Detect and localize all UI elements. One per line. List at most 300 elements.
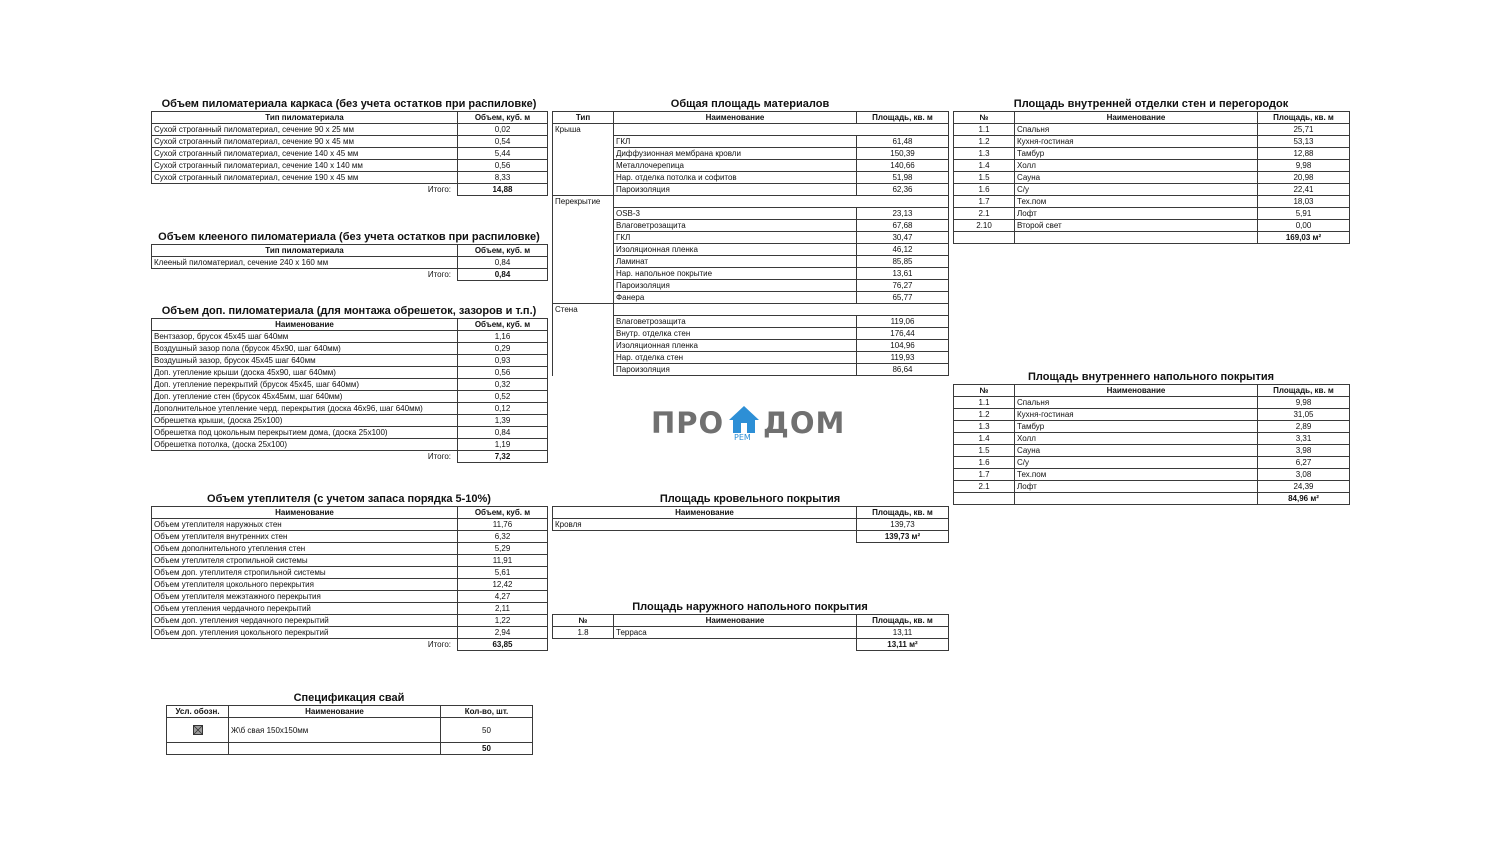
roof-title: Площадь кровельного покрытия: [659, 493, 841, 505]
total-row: [553, 639, 949, 651]
walls-title: Площадь внутренней отделки стен и перегородок: [1013, 98, 1289, 110]
table-cell: Сауна: [1015, 172, 1258, 184]
table-cell: 1.3: [954, 148, 1015, 160]
total-value: 13,11 м²: [857, 639, 949, 651]
table-cell: 1.4: [954, 160, 1015, 172]
table-cell: 18,03: [1258, 196, 1350, 208]
table-cell: 3,98: [1258, 445, 1350, 457]
table-cell: Вентзазор, брусок 45х45 шаг 640мм: [152, 331, 458, 343]
table-cell: 1.6: [954, 457, 1015, 469]
table-cell: Воздушный зазор пола (брусок 45х90, шаг 640мм): [152, 343, 458, 355]
table-row: [553, 292, 949, 304]
table-cell: 119,93: [857, 352, 949, 364]
table-row: [553, 184, 949, 196]
table-cell: ГКЛ: [614, 136, 857, 148]
table-cell: 0,56: [458, 367, 548, 379]
empty-cell: [553, 172, 614, 184]
table-cell: Внутр. отделка стен: [614, 328, 857, 340]
empty-cell: [553, 268, 614, 280]
table-cell: Тамбур: [1015, 421, 1258, 433]
walls-table: [953, 111, 1350, 244]
total-value: 169,03 м²: [1258, 232, 1350, 244]
table-cell: 1.2: [954, 409, 1015, 421]
logo-text-left: ПРО: [651, 406, 725, 440]
table-row: [152, 403, 548, 415]
table-row: [553, 519, 949, 531]
table-cell: 2.1: [954, 481, 1015, 493]
total-value: 7,32: [458, 451, 548, 463]
empty-cell: [553, 292, 614, 304]
empty-cell: [553, 220, 614, 232]
table-cell: OSB-3: [614, 208, 857, 220]
table-row: [954, 457, 1350, 469]
empty-cell: [1015, 232, 1258, 244]
empty-cell: [1015, 493, 1258, 505]
table-row: [954, 409, 1350, 421]
empty-cell: [954, 493, 1015, 505]
roof-block: [552, 492, 948, 543]
table-cell: Обрешетка крыши, (доска 25х100): [152, 415, 458, 427]
insulation-table: [151, 506, 548, 651]
extra-lumber-block: [151, 304, 547, 463]
table-cell: Объем утеплителя внутренних стен: [152, 531, 458, 543]
table-row: [152, 519, 548, 531]
header-cell: Наименование: [1015, 112, 1258, 124]
table-row: [152, 355, 548, 367]
table-cell: Диффузионная мембрана кровли: [614, 148, 857, 160]
table-cell: 1.3: [954, 421, 1015, 433]
frame-lumber-title: Объем пиломатериала каркаса (без учета остатков при распиловке): [161, 98, 537, 110]
total-label: Итого:: [427, 452, 451, 462]
header-cell: Объем, куб. м: [458, 507, 548, 519]
header-cell: Усл. обозн.: [167, 706, 229, 718]
table-row: [553, 160, 949, 172]
total-row: [152, 451, 548, 463]
table-cell: Спальня: [1015, 397, 1258, 409]
total-row: [152, 639, 548, 651]
table-cell: 61,48: [857, 136, 949, 148]
table-cell: 8,33: [458, 172, 548, 184]
table-row: [152, 343, 548, 355]
table-cell: 13,11: [857, 627, 949, 639]
header-cell: Наименование: [614, 615, 857, 627]
table-header-row: [167, 706, 533, 718]
header-cell: Наименование: [152, 507, 458, 519]
pile-name: Ж\б свая 150х150мм: [229, 718, 441, 743]
total-value: 0,84: [458, 269, 548, 281]
table-row: [954, 469, 1350, 481]
table-cell: 12,88: [1258, 148, 1350, 160]
table-cell: 13,61: [857, 268, 949, 280]
header-cell: Площадь, кв. м: [1258, 112, 1350, 124]
glued-lumber-title: Объем клееного пиломатериала (без учета остатков при распиловке): [158, 231, 540, 243]
table-cell: Лофт: [1015, 208, 1258, 220]
table-cell: 140,66: [857, 160, 949, 172]
table-cell: Нар. отделка потолка и софитов: [614, 172, 857, 184]
table-row: [954, 208, 1350, 220]
table-cell: Сухой строганный пиломатериал, сечение 90 х 45 мм: [152, 136, 458, 148]
total-row: [152, 184, 548, 196]
table-row: [553, 364, 949, 376]
table-cell: 65,77: [857, 292, 949, 304]
table-cell: 5,61: [458, 567, 548, 579]
table-cell: 6,27: [1258, 457, 1350, 469]
materials-table: [552, 111, 949, 376]
table-cell: Объем доп. утеплителя стропильной системы: [152, 567, 458, 579]
table-cell: Изоляционная пленка: [614, 244, 857, 256]
table-row: [954, 421, 1350, 433]
total-label: Итого:: [427, 270, 451, 280]
table-cell: 11,76: [458, 519, 548, 531]
table-row: [553, 340, 949, 352]
pile-symbol-icon: [193, 725, 203, 735]
group-type-cell: Перекрытие: [553, 196, 614, 208]
total-row: [167, 743, 533, 755]
header-cell: Наименование: [614, 112, 857, 124]
empty-cell: [553, 328, 614, 340]
insulation-title: Объем утеплителя (с учетом запаса порядка 5-10%): [207, 493, 491, 505]
table-cell: С/у: [1015, 184, 1258, 196]
total-row: [553, 531, 949, 543]
table-row: [152, 439, 548, 451]
table-cell: Сухой строганный пиломатериал, сечение 190 х 45 мм: [152, 172, 458, 184]
table-cell: 76,27: [857, 280, 949, 292]
table-cell: 1,19: [458, 439, 548, 451]
table-cell: Спальня: [1015, 124, 1258, 136]
table-header-row: [553, 507, 949, 519]
header-cell: Наименование: [152, 319, 458, 331]
header-cell: Тип: [553, 112, 614, 124]
table-cell: 22,41: [1258, 184, 1350, 196]
table-row: [553, 256, 949, 268]
table-cell: 67,68: [857, 220, 949, 232]
table-cell: Кухня-гостиная: [1015, 409, 1258, 421]
table-row: [152, 148, 548, 160]
empty-cell: [553, 364, 614, 376]
table-cell: 53,13: [1258, 136, 1350, 148]
header-cell: Наименование: [1015, 385, 1258, 397]
total-value: 14,88: [458, 184, 548, 196]
table-cell: Ламинат: [614, 256, 857, 268]
table-row: [954, 196, 1350, 208]
table-cell: Воздушный зазор, брусок 45х45 шаг 640мм: [152, 355, 458, 367]
piles-table: [166, 705, 533, 755]
table-cell: 6,32: [458, 531, 548, 543]
table-row: [553, 316, 949, 328]
pile-symbol-cell: [167, 718, 229, 743]
total-value: 84,96 м²: [1258, 493, 1350, 505]
table-cell: Нар. напольное покрытие: [614, 268, 857, 280]
table-cell: 23,13: [857, 208, 949, 220]
table-cell: Лофт: [1015, 481, 1258, 493]
group-row: [553, 304, 949, 316]
table-cell: 0,93: [458, 355, 548, 367]
table-cell: 1.1: [954, 124, 1015, 136]
empty-cell: [553, 136, 614, 148]
table-cell: 139,73: [857, 519, 949, 531]
table-cell: Пароизоляция: [614, 184, 857, 196]
table-row: [152, 379, 548, 391]
table-cell: Дополнительное утепление черд. перекрытия (доска 46х96, шаг 640мм): [152, 403, 458, 415]
table-cell: Холл: [1015, 160, 1258, 172]
table-row: [954, 220, 1350, 232]
table-cell: 0,02: [458, 124, 548, 136]
table-cell: 0,12: [458, 403, 548, 415]
header-cell: №: [954, 385, 1015, 397]
total-row: [152, 269, 548, 281]
empty-cell: [614, 196, 949, 208]
prodom-logo: [651, 404, 851, 442]
total-label: Итого:: [427, 640, 451, 650]
table-cell: 1.7: [954, 469, 1015, 481]
table-cell: 1.1: [954, 397, 1015, 409]
logo-subtext: РЕМ: [734, 433, 751, 442]
outdoor-floor-block: [552, 600, 948, 651]
total-value: 50: [441, 743, 533, 755]
empty-cell: [553, 639, 614, 651]
table-cell: Сауна: [1015, 445, 1258, 457]
table-cell: 5,91: [1258, 208, 1350, 220]
table-cell: 0,52: [458, 391, 548, 403]
table-row: [954, 433, 1350, 445]
header-cell: Наименование: [553, 507, 857, 519]
table-cell: 1.5: [954, 445, 1015, 457]
empty-cell: [553, 340, 614, 352]
table-cell: Терраса: [614, 627, 857, 639]
empty-cell: [553, 531, 857, 543]
table-cell: Объем утеплителя стропильной системы: [152, 555, 458, 567]
table-header-row: [954, 385, 1350, 397]
empty-cell: [553, 280, 614, 292]
header-cell: Кол-во, шт.: [441, 706, 533, 718]
table-row: [553, 328, 949, 340]
table-row: [152, 427, 548, 439]
empty-cell: [614, 124, 949, 136]
table-cell: 2.1: [954, 208, 1015, 220]
table-row: [954, 160, 1350, 172]
table-cell: Объем утеплителя межэтажного перекрытия: [152, 591, 458, 603]
piles-title: Спецификация свай: [293, 692, 405, 704]
table-cell: С/у: [1015, 457, 1258, 469]
table-row: [553, 208, 949, 220]
empty-cell: [553, 316, 614, 328]
empty-cell: [553, 208, 614, 220]
table-cell: 9,98: [1258, 397, 1350, 409]
empty-cell: [954, 232, 1015, 244]
table-row: [954, 172, 1350, 184]
table-cell: Тех.пом: [1015, 196, 1258, 208]
table-row: [152, 567, 548, 579]
table-cell: 0,84: [458, 257, 548, 269]
table-cell: 1.7: [954, 196, 1015, 208]
header-cell: №: [954, 112, 1015, 124]
table-cell: Объем доп. утепления чердачного перекрытий: [152, 615, 458, 627]
table-cell: 31,05: [1258, 409, 1350, 421]
table-cell: 1.2: [954, 136, 1015, 148]
table-cell: Нар. отделка стен: [614, 352, 857, 364]
group-row: [553, 196, 949, 208]
table-cell: 46,12: [857, 244, 949, 256]
outdoor-floor-table: [552, 614, 949, 651]
table-cell: 1,22: [458, 615, 548, 627]
table-row: [152, 172, 548, 184]
table-cell: 62,36: [857, 184, 949, 196]
table-row: [954, 184, 1350, 196]
extra-lumber-title: Объем доп. пиломатериала (для монтажа обрешеток, зазоров и т.п.): [161, 305, 537, 317]
pile-count: 50: [441, 718, 533, 743]
table-row: [152, 136, 548, 148]
table-cell: 3,08: [1258, 469, 1350, 481]
table-cell: Сухой строганный пиломатериал, сечение 140 х 45 мм: [152, 148, 458, 160]
table-cell: Холл: [1015, 433, 1258, 445]
table-cell: Доп. утепление крыши (доска 45х90, шаг 640мм): [152, 367, 458, 379]
total-label: Итого:: [427, 185, 451, 195]
table-row: [553, 220, 949, 232]
table-header-row: [152, 319, 548, 331]
table-row: [152, 367, 548, 379]
logo-text-right: ДОМ: [763, 406, 846, 440]
table-cell: Пароизоляция: [614, 280, 857, 292]
table-row: [152, 331, 548, 343]
table-cell: 1.5: [954, 172, 1015, 184]
table-cell: 30,47: [857, 232, 949, 244]
table-cell: Объем утепления чердачного перекрытий: [152, 603, 458, 615]
empty-cell: [553, 256, 614, 268]
table-cell: 24,39: [1258, 481, 1350, 493]
empty-cell: [553, 232, 614, 244]
table-header-row: [553, 615, 949, 627]
table-cell: Сухой строганный пиломатериал, сечение 90 х 25 мм: [152, 124, 458, 136]
table-cell: Объем доп. утепления цокольного перекрытий: [152, 627, 458, 639]
table-row: [553, 244, 949, 256]
table-header-row: [152, 245, 548, 257]
table-cell: 0,54: [458, 136, 548, 148]
table-cell: 150,39: [857, 148, 949, 160]
empty-cell: [614, 304, 949, 316]
house-icon: [727, 404, 761, 436]
insulation-block: [151, 492, 547, 651]
total-row: [954, 493, 1350, 505]
header-cell: Объем, куб. м: [458, 245, 548, 257]
header-cell: Объем, куб. м: [458, 112, 548, 124]
table-cell: 9,98: [1258, 160, 1350, 172]
table-row: [553, 232, 949, 244]
table-row: [553, 148, 949, 160]
piles-block: [166, 691, 532, 755]
table-cell: Кухня-гостиная: [1015, 136, 1258, 148]
empty-cell: [553, 244, 614, 256]
total-value: 63,85: [458, 639, 548, 651]
table-row: [553, 136, 949, 148]
materials-title: Общая площадь материалов: [670, 98, 830, 110]
frame-lumber-block: [151, 97, 547, 196]
table-cell: Тамбур: [1015, 148, 1258, 160]
indoor-floor-title: Площадь внутреннего напольного покрытия: [1027, 371, 1275, 383]
table-row: [954, 445, 1350, 457]
group-type-cell: Крыша: [553, 124, 614, 136]
materials-block: [552, 97, 948, 376]
table-cell: 2.10: [954, 220, 1015, 232]
table-cell: Объем утеплителя наружных стен: [152, 519, 458, 531]
total-value: 139,73 м²: [857, 531, 949, 543]
table-cell: 1.8: [553, 627, 614, 639]
table-row: [954, 124, 1350, 136]
table-cell: 0,84: [458, 427, 548, 439]
table-row: [553, 280, 949, 292]
table-row: [152, 257, 548, 269]
table-cell: 1,16: [458, 331, 548, 343]
table-cell: 0,00: [1258, 220, 1350, 232]
table-cell: Сухой строганный пиломатериал, сечение 140 х 140 мм: [152, 160, 458, 172]
table-row: [152, 579, 548, 591]
table-row: [152, 603, 548, 615]
table-row: [553, 172, 949, 184]
table-cell: 0,32: [458, 379, 548, 391]
table-cell: Клееный пиломатериал, сечение 240 х 160 мм: [152, 257, 458, 269]
roof-table: [552, 506, 949, 543]
table-cell: Изоляционная пленка: [614, 340, 857, 352]
table-row: [152, 615, 548, 627]
indoor-floor-block: [953, 370, 1349, 505]
header-cell: Тип пиломатериала: [152, 245, 458, 257]
walls-block: [953, 97, 1349, 244]
table-cell: 20,98: [1258, 172, 1350, 184]
empty-cell: [229, 743, 441, 755]
table-cell: Фанера: [614, 292, 857, 304]
table-cell: Объем утеплителя цокольного перекрытия: [152, 579, 458, 591]
empty-cell: [553, 148, 614, 160]
table-cell: Тех.пом: [1015, 469, 1258, 481]
empty-cell: [553, 352, 614, 364]
table-cell: 104,96: [857, 340, 949, 352]
frame-lumber-table: [151, 111, 548, 196]
header-cell: №: [553, 615, 614, 627]
table-cell: 5,44: [458, 148, 548, 160]
table-row: [553, 352, 949, 364]
table-row: [152, 391, 548, 403]
table-header-row: [954, 112, 1350, 124]
extra-lumber-table: [151, 318, 548, 463]
table-row: [954, 481, 1350, 493]
table-cell: 1.4: [954, 433, 1015, 445]
table-cell: 3,31: [1258, 433, 1350, 445]
table-cell: 1.6: [954, 184, 1015, 196]
table-row: [954, 397, 1350, 409]
total-row: [954, 232, 1350, 244]
group-row: [553, 124, 949, 136]
table-cell: 176,44: [857, 328, 949, 340]
table-cell: 25,71: [1258, 124, 1350, 136]
outdoor-floor-title: Площадь наружного напольного покрытия: [632, 601, 868, 613]
table-cell: 0,29: [458, 343, 548, 355]
table-cell: 86,64: [857, 364, 949, 376]
table-cell: 11,91: [458, 555, 548, 567]
header-cell: Площадь, кв. м: [1258, 385, 1350, 397]
glued-lumber-table: [151, 244, 548, 281]
group-type-cell: Стена: [553, 304, 614, 316]
table-cell: Влаговетрозащита: [614, 316, 857, 328]
header-cell: Площадь, кв. м: [857, 615, 949, 627]
table-cell: Доп. утепление перекрытий (брусок 45х45, шаг 640мм): [152, 379, 458, 391]
table-row: [152, 160, 548, 172]
table-row: [152, 627, 548, 639]
table-cell: ГКЛ: [614, 232, 857, 244]
table-cell: Объем дополнительного утепления стен: [152, 543, 458, 555]
table-row: [152, 591, 548, 603]
table-cell: 4,27: [458, 591, 548, 603]
table-row: [553, 627, 949, 639]
empty-cell: [167, 743, 229, 755]
